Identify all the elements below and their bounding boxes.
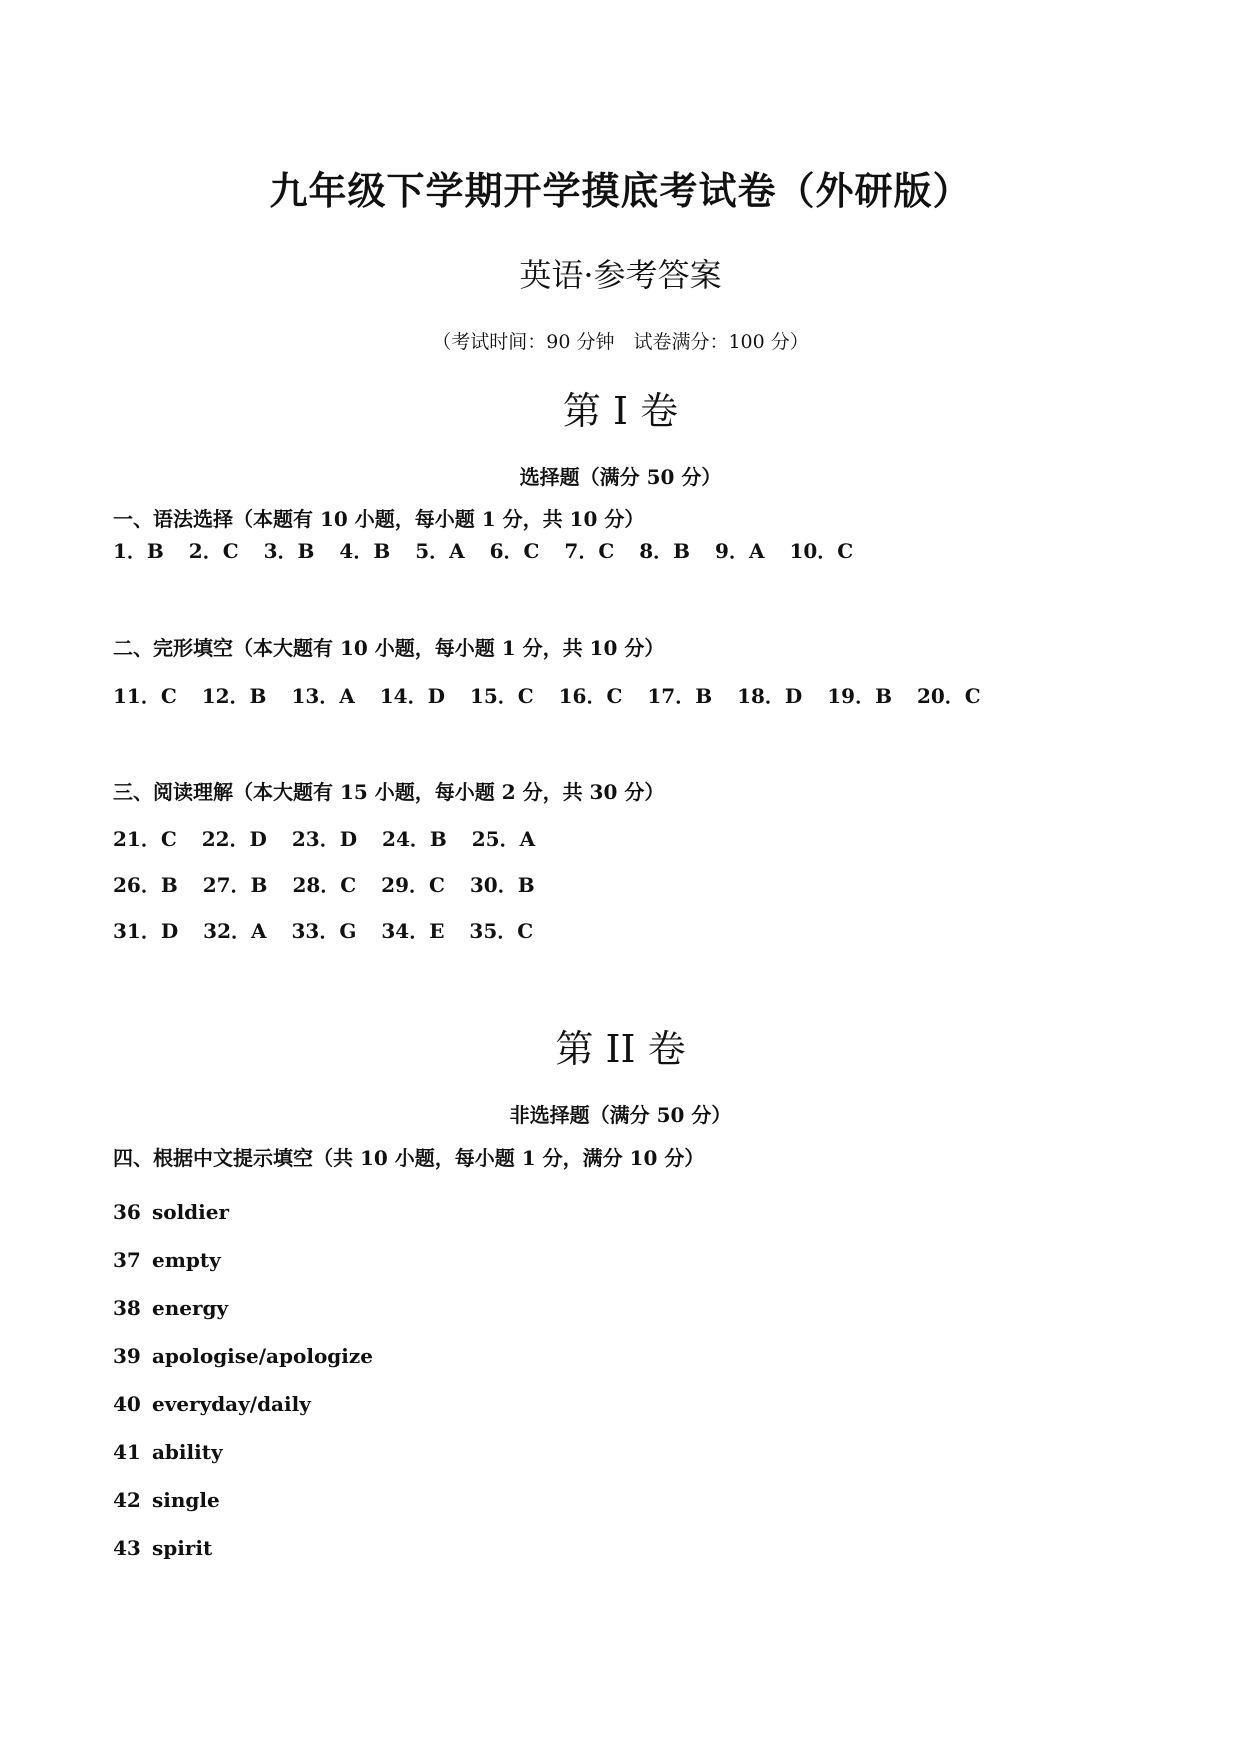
part-2-title: 非选择题（满分 50 分） [509,1103,732,1127]
answer-item: 6．C [489,539,540,563]
answer-item: 32．A [203,919,267,943]
item-number: 37 [113,1248,141,1272]
answer-item: 29．C [381,873,445,897]
exam-info: （考试时间：90 分钟 试卷满分：100 分） [432,331,809,353]
item-answer: soldier [151,1200,230,1224]
answer-item: 5．A [415,539,465,563]
item-number: 43 [113,1536,141,1560]
answer-item: 8．B [639,539,691,563]
volume-1-title: 第 I 卷 [562,389,679,433]
list-item [113,1296,228,1320]
answer-item: 4．B [339,539,391,563]
answer-item: 15．C [469,684,534,708]
answer-row [113,915,551,944]
answer-item: 1．B [113,539,164,563]
answer-row [113,680,999,709]
answer-item: 26．B [113,873,178,897]
item-answer: ability [151,1440,223,1464]
item-answer: spirit [151,1536,213,1560]
answer-item: 33．G [291,919,357,943]
answer-item: 13．A [291,684,355,708]
answer-item: 25．A [471,827,536,851]
item-answer: single [151,1488,220,1512]
answer-row [113,869,553,898]
item-answer: everyday/daily [151,1392,311,1416]
item-number: 40 [113,1392,141,1416]
list-item [113,1248,221,1272]
answer-row [113,535,871,564]
answer-item: 3．B [263,539,315,563]
answer-item: 23．D [291,827,358,851]
answer-item: 9．A [715,539,765,563]
answer-item: 20．C [916,684,981,708]
answer-item: 19．B [827,684,892,708]
answer-item: 27．B [202,873,268,897]
answer-item: 17．B [647,684,713,708]
item-number: 38 [113,1296,141,1320]
answer-item: 22．D [201,827,267,851]
list-item [113,1344,373,1368]
section-4-heading: 四、根据中文提示填空（共 10 小题，每小题 1 分，满分 10 分） [113,1146,705,1170]
answer-item: 16．C [558,684,623,708]
answer-item: 28．C [292,873,357,897]
answer-item: 7．C [564,539,615,563]
answer-item: 34．E [381,919,445,943]
answer-item: 14．D [379,684,445,708]
answer-row [113,823,553,852]
item-number: 42 [113,1488,141,1512]
answer-item: 35．C [469,919,534,943]
item-number: 39 [113,1344,141,1368]
answer-item: 10．C [789,539,854,563]
page-title: 九年级下学期开学摸底考试卷（外研版） [269,168,972,213]
section-2-heading: 二、完形填空（本大题有 10 小题，每小题 1 分，共 10 分） [113,636,665,660]
list-item [113,1392,311,1416]
answer-item: 2．C [188,539,239,563]
list-item [113,1536,212,1560]
part-1-title: 选择题（满分 50 分） [519,465,722,489]
section-1-heading: 一、语法选择（本题有 10 小题，每小题 1 分，共 10 分） [113,507,645,531]
answer-item: 24．B [382,827,447,851]
answer-item: 12．B [201,684,267,708]
answer-item: 21．C [113,827,177,851]
item-number: 36 [113,1200,141,1224]
answer-item: 18．D [737,684,803,708]
item-answer: energy [151,1296,229,1320]
page-subtitle: 英语·参考答案 [519,256,722,294]
volume-2-title: 第 II 卷 [555,1027,686,1071]
list-item [113,1488,220,1512]
list-item [113,1440,223,1464]
answer-item: 30．B [469,873,535,897]
list-item [113,1200,229,1224]
item-answer: empty [151,1248,221,1272]
answer-item: 11．C [113,684,177,708]
answer-item: 31．D [113,919,179,943]
section-3-heading: 三、阅读理解（本大题有 15 小题，每小题 2 分，共 30 分） [113,780,665,804]
item-answer: apologise/apologize [151,1344,373,1368]
item-number: 41 [113,1440,141,1464]
